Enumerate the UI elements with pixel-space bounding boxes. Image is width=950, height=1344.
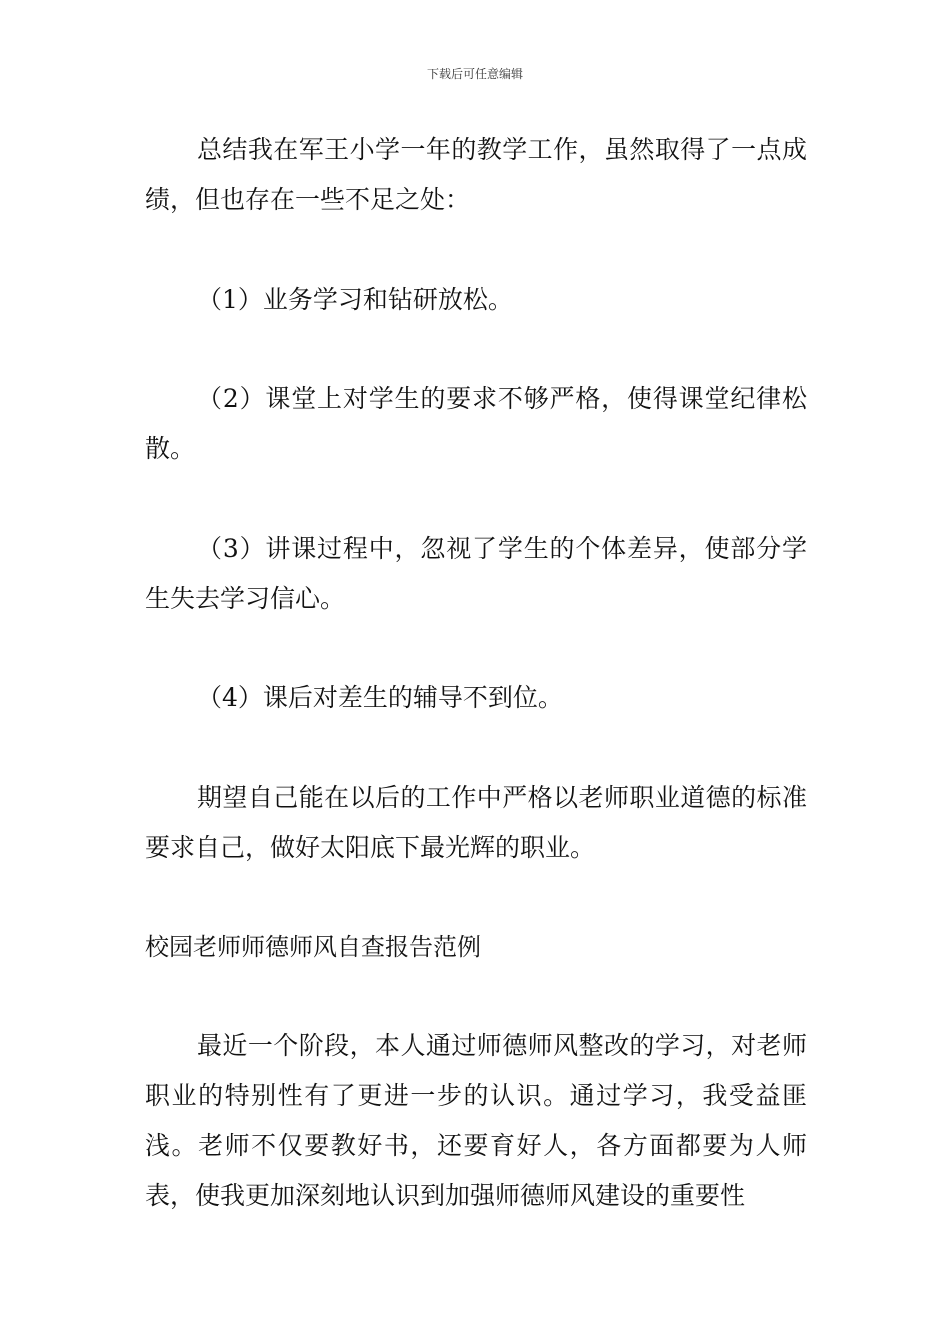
header-note: 下载后可任意编辑 xyxy=(426,67,523,81)
paragraph-summary: 总结我在军王小学一年的教学工作，虽然取得了一点成绩，但也存在一些不足之处： xyxy=(145,135,807,214)
list-item-4: （4）课后对差生的辅导不到位。 xyxy=(197,683,563,712)
list-item-3: （3）讲课过程中，忽视了学生的个体差异，使部分学生失去学习信心。 xyxy=(145,534,807,613)
section-title: 校园老师师德师风自查报告范例 xyxy=(145,933,481,961)
paragraph-self-check: 最近一个阶段，本人通过师德师风整改的学习，对老师职业的特别性有了更进一步的认识。通过学习，我受益匪浅。老师不仅要教好书，还要育好人，各方面都要为人师表，使我更加深刻地认识到加强师德师风建设的重要性 xyxy=(145,1031,807,1210)
list-item-2: （2）课堂上对学生的要求不够严格，使得课堂纪律松散。 xyxy=(145,384,807,463)
list-item-1: （1）业务学习和钻研放松。 xyxy=(197,285,513,314)
paragraph-expectation: 期望自己能在以后的工作中严格以老师职业道德的标准要求自己，做好太阳底下最光辉的职业。 xyxy=(145,783,807,862)
